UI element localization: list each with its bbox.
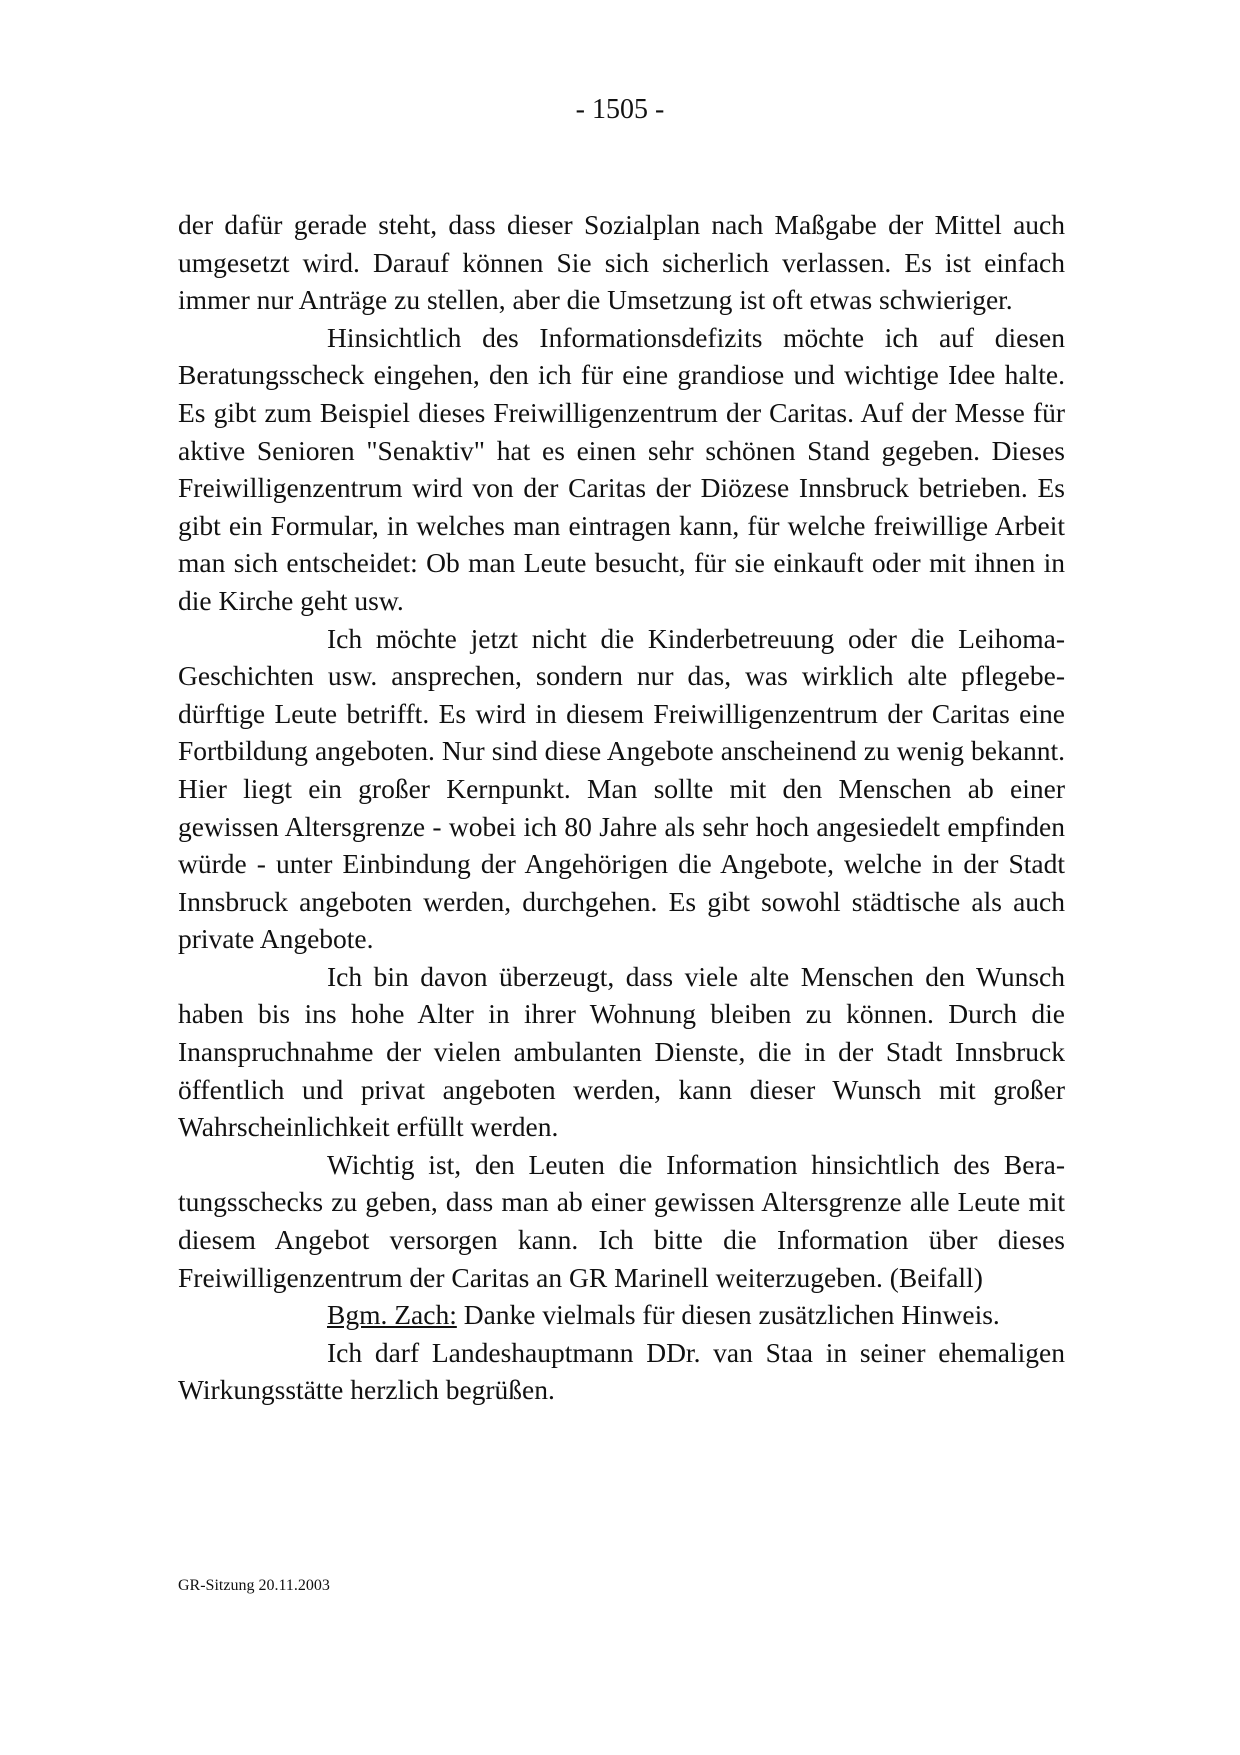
- paragraph-3: Ich möchte jetzt nicht die Kinderbetreuung oder die Leihoma-Geschichten usw. ansprechen, sondern nur das, was wirklich alte pflegebedürftige Leute betrifft. Es wird in diesem Freiwilligenzentrum der Caritas eine Fortbildung angeboten. Nur sind diese Angebote anscheinend zu wenig bekannt. Hier liegt ein großer Kernpunkt. Man sollte mit den Menschen ab einer gewissen Altersgrenze - wobei ich 80 Jahre als sehr hoch angesiedelt empfinden würde - unter Einbindung der Angehörigen die Angebote, welche in der Stadt Innsbruck angeboten werden, durchgehen. Es gibt sowohl städtische als auch private Angebote.: [178, 622, 1065, 955]
- paragraph-1: der dafür gerade steht, dass dieser Sozialplan nach Maßgabe der Mittel auch umgesetzt wird. Darauf können Sie sich sicherlich verlassen. Es ist einfach immer nur Anträge zu stellen, aber die Umsetzung ist oft etwas schwieriger.: [178, 209, 1065, 316]
- paragraph-4: Ich bin davon überzeugt, dass viele alte Menschen den Wunsch haben bis ins hohe Alter in ihrer Wohnung bleiben zu können. Durch die Inanspruchnahme der vielen ambulanten Dienste, die in der Stadt Innsbruck öffentlich und privat angeboten werden, kann dieser Wunsch mit großer Wahrscheinlichkeit erfüllt werden.: [178, 960, 1065, 1143]
- paragraph-7: Ich darf Landeshauptmann DDr. van Staa in seiner ehemaligen Wirkungsstätte herzlich begrüßen.: [178, 1336, 1065, 1406]
- paragraph-6: [178, 1296, 1065, 1334]
- paragraph-5: Wichtig ist, den Leuten die Information hinsichtlich des Beratungsschecks zu geben, dass man ab einer gewissen Altersgrenze alle Leute mit diesem Angebot versorgen kann. Ich bitte die Information über dieses Freiwilligenzentrum der Caritas an GR Marinell weiterzugeben. (Beifall): [178, 1148, 1065, 1293]
- speaker-statement: Danke vielmals für diesen zusätzlichen Hinweis.: [456, 1299, 1000, 1331]
- page-number: - 1505 -: [575, 94, 665, 125]
- speaker-name: Bgm. Zach:: [327, 1299, 457, 1331]
- paragraph-2: Hinsichtlich des Informationsdefizits möchte ich auf diesen Beratungsscheck eingehen, den ich für eine grandiose und wichtige Idee halte. Es gibt zum Beispiel dieses Freiwilligenzentrum der Caritas. Auf der Messe für aktive Senioren "Senaktiv" hat es einen sehr schönen Stand gegeben. Dieses Freiwilligenzentrum wird von der Caritas der Diözese Innsbruck betrieben. Es gibt ein Formular, in welches man eintragen kann, für welche freiwillige Arbeit man sich entscheidet: Ob man Leute besucht, für sie einkauft oder mit ihnen in die Kirche geht usw.: [178, 321, 1065, 616]
- document-body: [178, 206, 1065, 1409]
- footer-session-date: GR-Sitzung 20.11.2003: [178, 1577, 330, 1594]
